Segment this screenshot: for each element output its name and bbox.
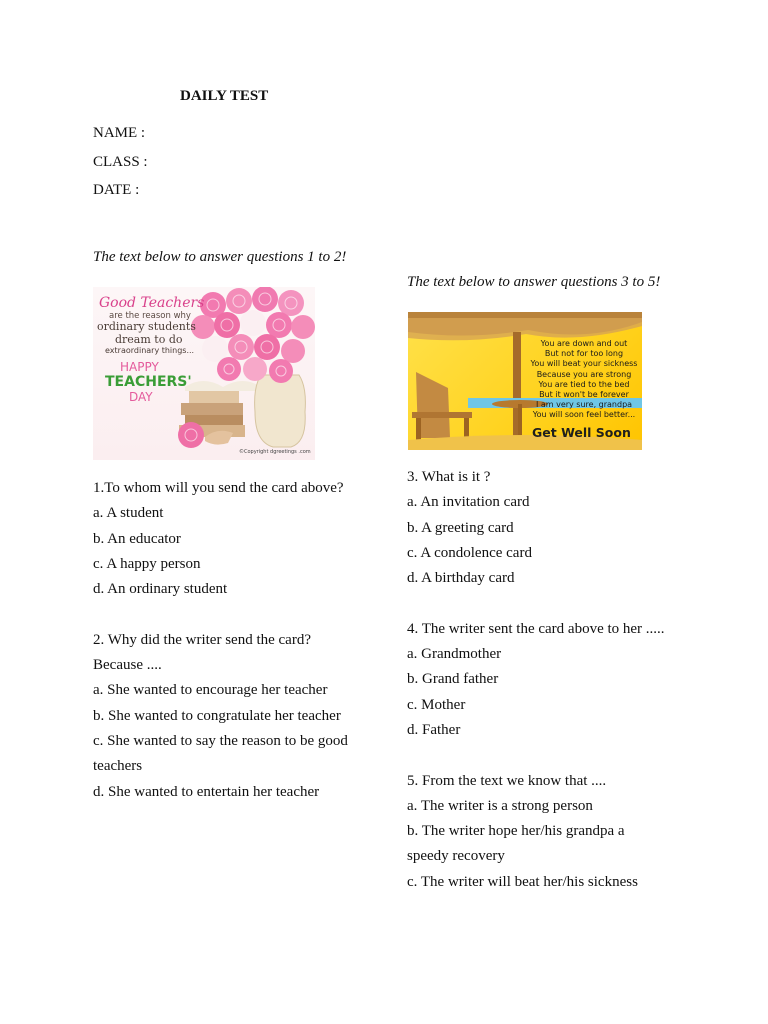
question-3: 3. What is it ? [407,469,491,485]
option: c. A condolence card [407,544,532,561]
card-poem: You are down and out But not for too long You will beat your sickness Because you are strong You are tied to the bed But it won't be forever I am very sure, grandpa You will soon feel better... [530,339,638,420]
card-text: extraordinary things... [105,346,195,355]
option: d. A birthday card [407,570,515,587]
date-label: DATE : [93,182,140,198]
option: c. Mother [407,696,466,713]
option: d. An ordinary student [93,581,228,598]
instruction-q3-5: The text below to answer questions 3 to 5! [407,274,661,290]
option: b. A greeting card [407,519,514,536]
card-text: TEACHERS' [105,374,192,390]
option: b. Grand father [407,671,499,688]
card-text: HAPPY [120,360,159,374]
option: a. An invitation card [407,494,530,511]
option: a. A student [93,505,164,522]
option: speedy recovery [407,848,505,865]
card-text: DAY [129,390,153,404]
page-title: DAILY TEST [180,88,269,104]
option: b. An educator [93,530,181,547]
option: teachers [93,758,143,775]
option: d. Father [407,721,461,738]
option: b. The writer hope her/his grandpa a [407,823,625,840]
teachers-day-card-image [93,287,315,460]
option: a. Grandmother [407,646,502,663]
question-5: 5. From the text we know that .... [407,772,607,789]
question-4: 4. The writer sent the card above to her ..... [407,620,665,637]
question-2: 2. Why did the writer send the card? [93,631,311,648]
class-label: CLASS : [93,154,148,170]
option: c. The writer will beat her/his sickness [407,873,638,890]
card-text: dream to do [115,333,183,346]
question-1: 1.To whom will you send the card above? [93,480,344,496]
card-heading: Good Teachers [99,295,205,311]
option: a. She wanted to encourage her teacher [93,682,328,699]
card-copyright: ©Copyright dgreetings .com [239,449,311,455]
question-2-cont: Because .... [93,657,162,674]
question-1-block [93,476,348,805]
question-3-5-block [407,465,665,895]
card-closing: Get Well Soon [532,425,631,440]
option: d. She wanted to entertain her teacher [93,783,320,800]
option: a. The writer is a strong person [407,797,593,814]
instruction-q1-2: The text below to answer questions 1 to 2! [93,249,347,265]
option: b. She wanted to congratulate her teacher [93,707,341,724]
option: c. A happy person [93,555,201,572]
name-label: NAME : [93,125,146,141]
card-text: ordinary students [97,320,196,333]
card-text: are the reason why [109,311,191,321]
option: c. She wanted to say the reason to be good [93,732,348,749]
get-well-soon-card-image [408,312,642,450]
